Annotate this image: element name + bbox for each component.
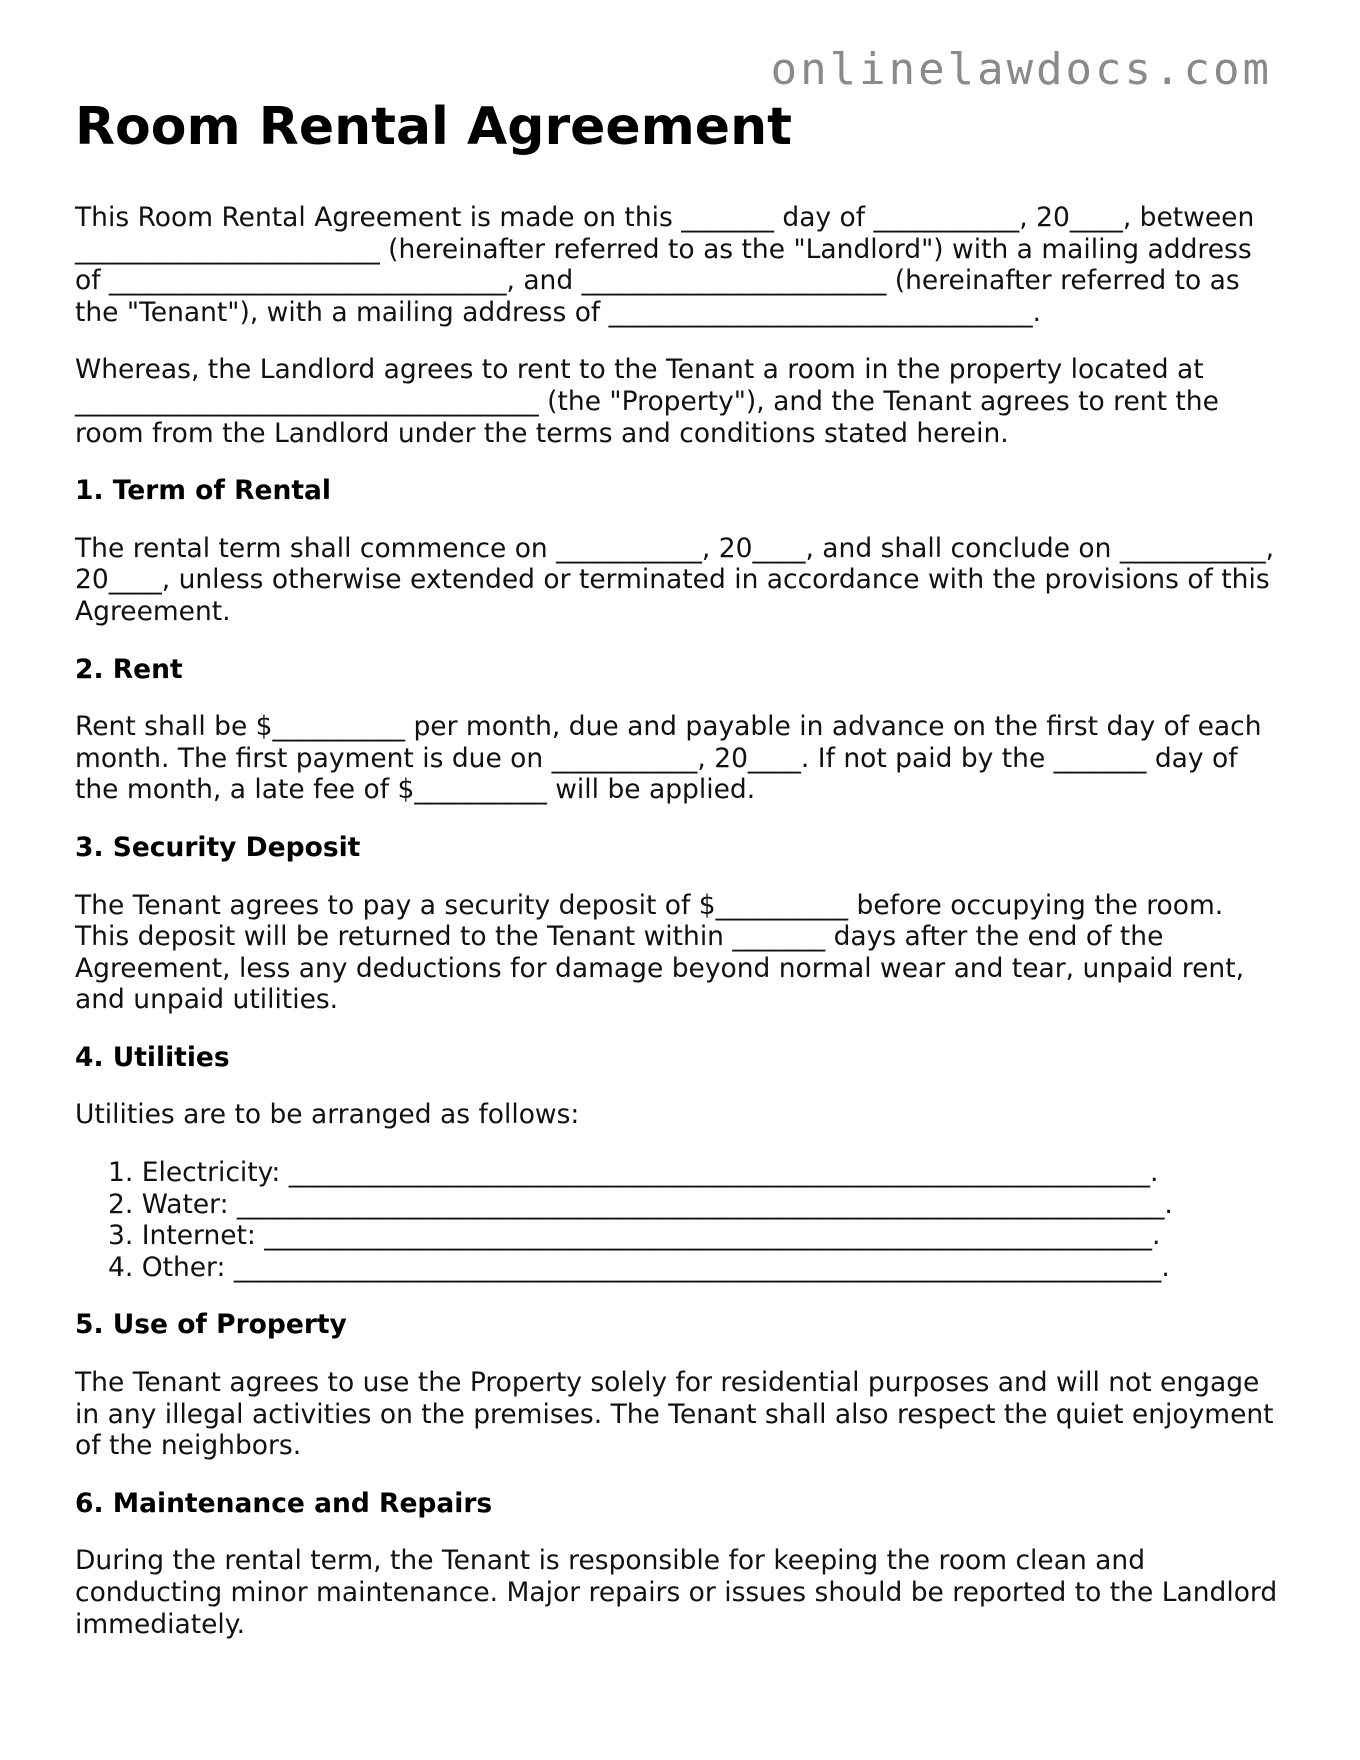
- whereas-paragraph: Whereas, the Landlord agrees to rent to the Tenant a room in the property located at ___________________________________ (the "Property"), and the Tenant agrees to rent the room from the Landlord under the terms and conditions stated herein.: [75, 354, 1219, 449]
- utility-item-other: 4. Other: ______________________________________________________________________.: [108, 1251, 1170, 1283]
- section-body-utilities: Utilities are to be arranged as follows:: [75, 1099, 580, 1131]
- intro-paragraph: This Room Rental Agreement is made on this _______ day of ___________, 20____, between _______________________ (hereinafter referred to as the "Landlord") with a mailing address of ______________________________, and _______________________ (hereinafter referred to as the "Tenant"), with a mailing address of ________________________________.: [75, 202, 1255, 328]
- section-heading-maintenance: 6. Maintenance and Repairs: [75, 1487, 493, 1519]
- section-body-security-deposit: The Tenant agrees to pay a security deposit of $__________ before occupying the room. This deposit will be returned to the Tenant within _______ days after the end of the Agreement, less any deductions for damage beyond normal wear and tear, unpaid rent, and unpaid utilities.: [75, 889, 1245, 1016]
- document-page: [75, 92, 1285, 1666]
- utilities-list: [75, 1157, 1285, 1283]
- section-heading-utilities: 4. Utilities: [75, 1041, 230, 1073]
- utility-item-internet: 3. Internet: ___________________________________________________________________.: [108, 1220, 1161, 1252]
- section-body-maintenance: During the rental term, the Tenant is responsible for keeping the room clean and conducting minor maintenance. Major repairs or issues should be reported to the Landlord immediately.: [75, 1545, 1278, 1640]
- section-heading-rent: 2. Rent: [75, 653, 183, 685]
- section-heading-term: 1. Term of Rental: [75, 475, 332, 507]
- section-heading-security-deposit: 3. Security Deposit: [75, 831, 361, 863]
- section-body-use-of-property: The Tenant agrees to use the Property solely for residential purposes and will not engage in any illegal activities on the premises. The Tenant shall also respect the quiet enjoyment of the neighbors.: [75, 1367, 1274, 1462]
- watermark: onlinelawdocs.com: [770, 44, 1272, 95]
- section-heading-use-of-property: 5. Use of Property: [75, 1309, 347, 1341]
- section-body-term: The rental term shall commence on ___________, 20____, and shall conclude on ___________, 20____, unless otherwise extended or terminated in accordance with the provisions of this Agreement.: [75, 532, 1275, 627]
- utility-item-water: 2. Water: ______________________________________________________________________.: [108, 1188, 1173, 1220]
- document-title: Room Rental Agreement: [75, 97, 792, 157]
- utility-item-electricity: 1. Electricity: _________________________________________________________________.: [108, 1157, 1159, 1189]
- section-body-rent: Rent shall be $__________ per month, due and payable in advance on the first day of each month. The first payment is due on ___________, 20____. If not paid by the _______ day of the month, a late fee of $__________ will be applied.: [75, 711, 1262, 806]
